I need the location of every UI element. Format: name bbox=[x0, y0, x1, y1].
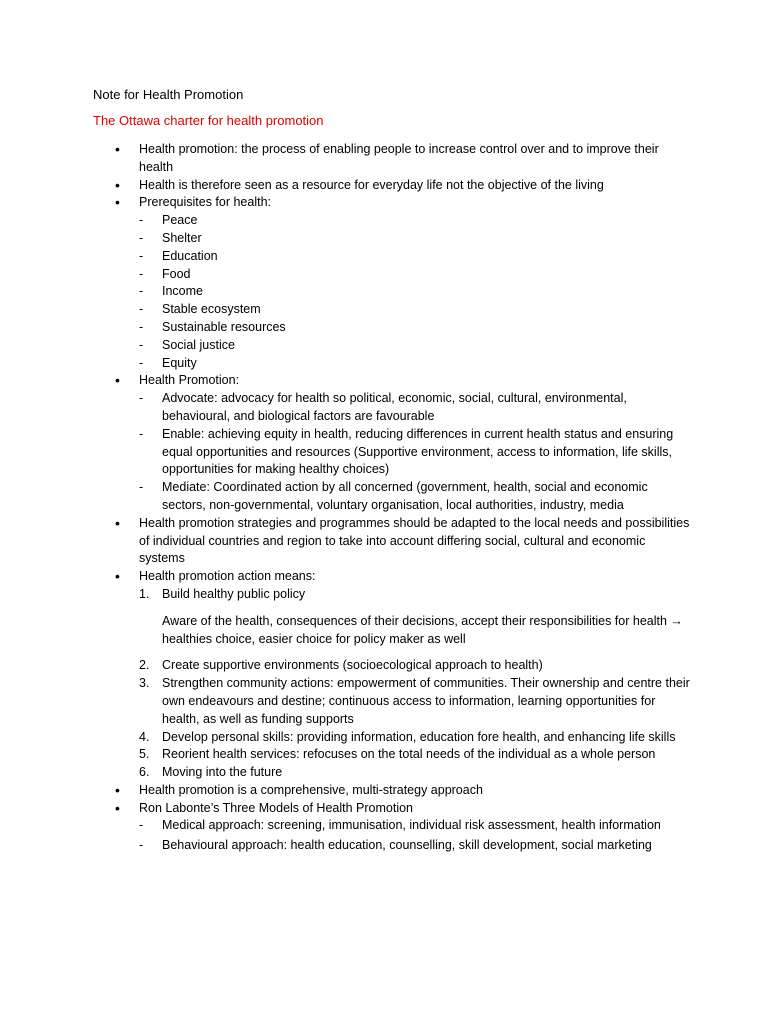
list-item: - Equity bbox=[139, 355, 693, 373]
list-item: - Behavioural approach: health education, counselling, skill development, social marketing bbox=[139, 837, 693, 855]
list-item: - Mediate: Coordinated action by all concerned (government, health, social and economic sectors, non-governmental, voluntary organisation, local authorities, industry, media bbox=[139, 479, 693, 515]
list-item: 1. Build healthy public policy Aware of the health, consequences of their decisions, accept their responsibilities for health → healthies choice, easier choice for policy maker as well bbox=[139, 586, 693, 648]
list-item: • Health promotion strategies and programmes should be adapted to the local needs and possibilities of individual countries and region to take into account differing social, cultural and economic systems bbox=[93, 515, 693, 568]
list-item: - Stable ecosystem bbox=[139, 301, 693, 319]
item-number: 6. bbox=[139, 765, 150, 780]
list-item: - Peace bbox=[139, 212, 693, 230]
document-title: Note for Health Promotion bbox=[93, 87, 244, 102]
list-item: 6. Moving into the future bbox=[139, 764, 693, 782]
list-item: 5. Reorient health services: refocuses on the total needs of the individual as a whole person bbox=[139, 746, 693, 764]
list-item: • Health Promotion: - Advocate: advocacy for health so political, economic, social, cultural, environmental, behavioural, and biological factors are favourable - Enable: achieving equity in health, reducing differences in current health status and ensuring equal opportunities and resources (Supportive environment, access to information, life skills, opportunities for making healthy choices) - Mediate: Coordinated action by all concerned (government, health, social and economic sectors, non-governmental, voluntary organisation, local authorities, industry, media bbox=[93, 372, 693, 514]
item-number: 1. bbox=[139, 586, 150, 601]
bullet-list bbox=[93, 141, 693, 855]
item-number: 4. bbox=[139, 729, 150, 744]
list-item: • Health promotion: the process of enabling people to increase control over and to improve their health bbox=[93, 141, 693, 177]
item-number: 5. bbox=[139, 747, 150, 762]
list-item: • Ron Labonte’s Three Models of Health Promotion - Medical approach: screening, immunisation, individual risk assessment, health information - Behavioural approach: health education, counselling, skill development, social marketing bbox=[93, 800, 693, 855]
list-item: 2. Create supportive environments (socioecological approach to health) bbox=[139, 657, 693, 675]
list-item: - Advocate: advocacy for health so political, economic, social, cultural, environmental, behavioural, and biological factors are favourable bbox=[139, 390, 693, 426]
list-item: • Health promotion action means: 1. Build healthy public policy Aware of the health, consequences of their decisions, accept their responsibilities for health → healthies choice, easier choice for policy maker as well 2. Create supportive environments (socioecological approach to health) 3. Strengthen community actions: empowerment of communities. Their ownership and centre their own endeavours and destine; continuous access to information, learning opportunities for health, as well as funding supports 4. Develop personal skills: providing information, education fore health, and enhancing life skills 5. Reorient health services: refocuses on the total needs of the individual as a whole person 6. Moving into the future bbox=[93, 568, 693, 782]
models-list bbox=[139, 817, 693, 855]
list-item: - Food bbox=[139, 266, 693, 284]
notes-content bbox=[93, 141, 693, 855]
section-heading: The Ottawa charter for health promotion bbox=[93, 113, 324, 128]
list-item: • Health promotion is a comprehensive, multi-strategy approach bbox=[93, 782, 693, 800]
list-item: 4. Develop personal skills: providing information, education fore health, and enhancing life skills bbox=[139, 729, 693, 747]
list-item: - Education bbox=[139, 248, 693, 266]
prerequisites-list bbox=[139, 212, 693, 372]
list-item: - Medical approach: screening, immunisation, individual risk assessment, health information bbox=[139, 817, 693, 835]
action-note: Aware of the health, consequences of their decisions, accept their responsibilities for health → healthies choice, easier choice for policy maker as well bbox=[162, 613, 683, 646]
health-promotion-sublist bbox=[139, 390, 693, 515]
item-number: 3. bbox=[139, 676, 150, 691]
list-item: - Sustainable resources bbox=[139, 319, 693, 337]
list-item: • Health is therefore seen as a resource for everyday life not the objective of the living bbox=[93, 177, 693, 195]
action-list bbox=[139, 586, 693, 782]
list-item: - Income bbox=[139, 283, 693, 301]
list-item: - Enable: achieving equity in health, reducing differences in current health status and ensuring equal opportunities and resources (Supportive environment, access to information, life skills, opportunities for making healthy choices) bbox=[139, 426, 693, 479]
list-item: • Prerequisites for health: - Peace - Shelter - Education - Food - Income - Stable ecosystem - Sustainable resources - Social justice - Equity bbox=[93, 194, 693, 372]
list-item: 3. Strengthen community actions: empowerment of communities. Their ownership and centre their own endeavours and destine; continuous access to information, learning opportunities for health, as well as funding supports bbox=[139, 676, 690, 726]
item-number: 2. bbox=[139, 658, 150, 673]
list-item: - Shelter bbox=[139, 230, 693, 248]
list-item: - Social justice bbox=[139, 337, 693, 355]
